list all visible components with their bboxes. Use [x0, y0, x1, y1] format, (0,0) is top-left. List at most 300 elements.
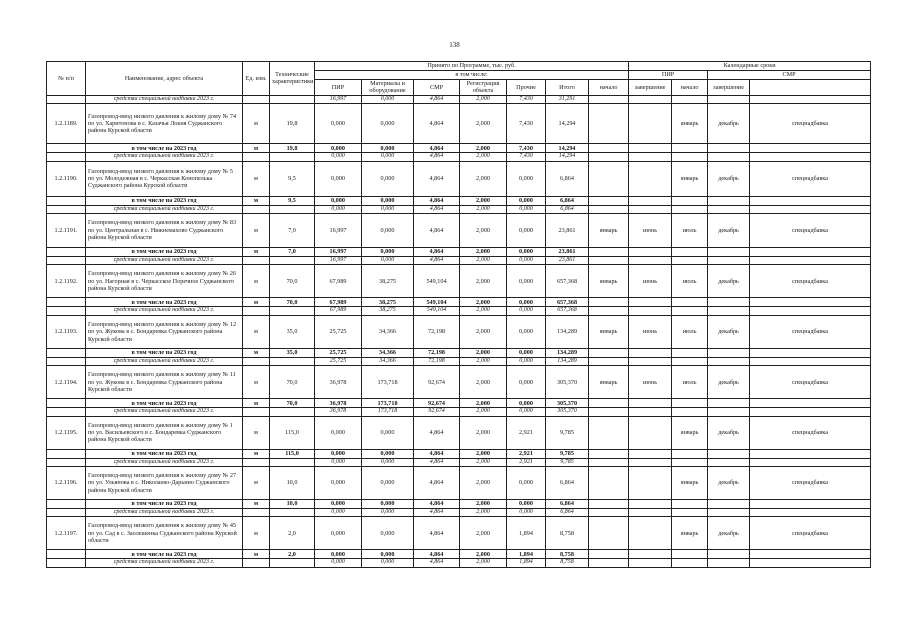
header-pir: ПИР	[315, 80, 362, 96]
object-calendar: декабрь	[708, 104, 750, 144]
header-num: № п/п	[47, 62, 86, 96]
object-row	[47, 517, 871, 550]
object-calendar: декабрь	[708, 467, 750, 500]
object-value: 72,198	[414, 315, 460, 348]
object-number: 1.2.1191.	[47, 214, 86, 248]
object-value: 0,000	[507, 265, 546, 298]
fund-row	[47, 559, 871, 567]
subtotal-value: 0,000	[507, 196, 546, 205]
object-financing: спецнадбавка	[750, 315, 871, 348]
header-smr: СМР	[414, 80, 460, 96]
fund-value: 7,430	[507, 95, 546, 103]
fund-value: 16,997	[315, 257, 362, 265]
subtotal-value: 67,989	[315, 298, 362, 307]
object-financing: спецнадбавка	[750, 104, 871, 144]
object-tech: 19,8	[270, 104, 315, 144]
subtotal-unit: м	[243, 196, 270, 205]
object-value: 6,864	[546, 161, 589, 196]
object-value: 2,921	[507, 416, 546, 449]
object-calendar: декабрь	[708, 416, 750, 449]
subtotal-row	[47, 449, 871, 458]
subtotal-value: 2,000	[460, 399, 507, 408]
object-calendar: декабрь	[708, 517, 750, 550]
subtotal-value: 25,725	[315, 348, 362, 357]
object-financing: спецнадбавка	[750, 416, 871, 449]
page-number: 138	[449, 41, 460, 49]
fund-value: 92,674	[414, 408, 460, 416]
object-number: 1.2.1192.	[47, 265, 86, 298]
object-name: Газопровод-ввод низкого давления к жилому дому № 12 по ул. Жукова в с. Бондаревка Суджанского района Курской области	[86, 315, 243, 348]
object-unit: м	[243, 161, 270, 196]
fund-value: 2,000	[460, 95, 507, 103]
subtotal-value: 0,000	[507, 348, 546, 357]
subtotal-value: 2,000	[460, 500, 507, 509]
object-calendar	[629, 467, 672, 500]
subtotal-value: 0,000	[362, 550, 414, 559]
subtotal-value: 4,864	[414, 196, 460, 205]
subtotal-row	[47, 144, 871, 153]
fund-value: 0,000	[315, 458, 362, 466]
object-value: 4,864	[414, 214, 460, 248]
subtotal-row	[47, 399, 871, 408]
fund-value: 31,291	[546, 95, 589, 103]
subtotal-value: 0,000	[362, 500, 414, 509]
fund-value: 0,000	[507, 408, 546, 416]
object-calendar: декабрь	[708, 161, 750, 196]
header-unit: Ед. изм.	[243, 62, 270, 96]
object-name: Газопровод-ввод низкого давления к жилому дому № 45 по ул. Сад в с. Заолешенка Суджанского района Курской области	[86, 517, 243, 550]
object-row	[47, 315, 871, 348]
object-calendar	[589, 467, 629, 500]
fund-value: 0,000	[507, 205, 546, 213]
object-calendar: январь	[672, 104, 708, 144]
fund-value: 0,000	[362, 205, 414, 213]
subtotal-value: 0,000	[315, 449, 362, 458]
subtotal-value: 4,864	[414, 550, 460, 559]
subtotal-value: 0,000	[507, 248, 546, 257]
fund-value: 0,000	[362, 458, 414, 466]
object-unit: м	[243, 467, 270, 500]
fund-value: 2,000	[460, 257, 507, 265]
object-value: 2,000	[460, 214, 507, 248]
subtotal-value: 4,864	[414, 449, 460, 458]
fund-value: 4,864	[414, 559, 460, 567]
fund-label: средства специальной надбавки 2023 г.	[86, 95, 243, 103]
object-calendar	[589, 416, 629, 449]
fund-value: 9,785	[546, 458, 589, 466]
object-calendar: июнь	[629, 315, 672, 348]
header-including: в том числе:	[315, 71, 629, 80]
object-calendar: январь	[672, 467, 708, 500]
subtotal-value: 7,430	[507, 144, 546, 153]
header-materials: Материалы и оборудование	[362, 80, 414, 96]
subtotal-label: в том числе на 2023 год	[86, 449, 243, 458]
subtotal-value: 0,000	[315, 196, 362, 205]
object-calendar	[589, 517, 629, 550]
subtotal-value: 0,000	[315, 144, 362, 153]
subtotal-value: 2,000	[460, 550, 507, 559]
fund-value: 4,864	[414, 205, 460, 213]
object-calendar	[589, 161, 629, 196]
fund-value: 4,864	[414, 458, 460, 466]
fund-value: 0,000	[507, 357, 546, 365]
fund-value: 0,000	[362, 257, 414, 265]
fund-value: 2,000	[460, 458, 507, 466]
object-name: Газопровод-ввод низкого давления к жилому дому № 1 по ул. Васильевского в с. Бондаревка Суджанского района Курской области	[86, 416, 243, 449]
subtotal-value: 34,366	[362, 348, 414, 357]
fund-value: 0,000	[315, 153, 362, 161]
fund-value: 67,989	[315, 307, 362, 315]
fund-row	[47, 408, 871, 416]
fund-value: 0,000	[362, 95, 414, 103]
object-calendar	[629, 517, 672, 550]
object-value: 14,294	[546, 104, 589, 144]
object-number: 1.2.1194.	[47, 366, 86, 399]
object-unit: м	[243, 104, 270, 144]
subtotal-unit: м	[243, 144, 270, 153]
object-value: 0,000	[362, 214, 414, 248]
object-tech: 70,0	[270, 366, 315, 399]
fund-value: 2,921	[507, 458, 546, 466]
object-calendar: июнь	[629, 265, 672, 298]
subtotal-value: 0,000	[507, 298, 546, 307]
fund-label: средства специальной надбавки 2023 г.	[86, 458, 243, 466]
fund-value: 4,864	[414, 257, 460, 265]
object-value: 9,785	[546, 416, 589, 449]
subtotal-row	[47, 196, 871, 205]
fund-value: 2,000	[460, 153, 507, 161]
fund-value: 2,000	[460, 509, 507, 517]
subtotal-tech: 10,0	[270, 500, 315, 509]
subtotal-value: 134,289	[546, 348, 589, 357]
object-value: 0,000	[507, 315, 546, 348]
object-value: 134,289	[546, 315, 589, 348]
object-calendar	[629, 104, 672, 144]
object-number: 1.2.1196.	[47, 467, 86, 500]
object-value: 0,000	[315, 416, 362, 449]
fund-row	[47, 307, 871, 315]
object-calendar: январь	[589, 366, 629, 399]
subtotal-value: 4,864	[414, 144, 460, 153]
object-name: Газопровод-ввод низкого давления к жилому дому № 83 по ул. Центральная в с. Нижнемахово Суджанского района Курской области	[86, 214, 243, 248]
fund-row	[47, 509, 871, 517]
header-calendar: Календарные сроки	[629, 62, 871, 71]
fund-row	[47, 458, 871, 466]
fund-value: 305,370	[546, 408, 589, 416]
object-unit: м	[243, 265, 270, 298]
object-value: 0,000	[362, 161, 414, 196]
fund-row	[47, 205, 871, 213]
fund-value: 1,894	[507, 559, 546, 567]
subtotal-value: 38,275	[362, 298, 414, 307]
fund-value: 0,000	[362, 509, 414, 517]
fund-row	[47, 95, 871, 103]
object-calendar: декабрь	[708, 315, 750, 348]
subtotal-unit: м	[243, 550, 270, 559]
object-calendar: июнь	[629, 214, 672, 248]
subtotal-unit: м	[243, 298, 270, 307]
subtotal-value: 2,000	[460, 298, 507, 307]
object-value: 549,104	[414, 265, 460, 298]
object-row	[47, 161, 871, 196]
object-name: Газопровод-ввод низкого давления к жилому дому № 26 по ул. Нагорная в с. Черкасское Поречное Суджанского района Курской области	[86, 265, 243, 298]
object-value: 0,000	[315, 161, 362, 196]
object-name: Газопровод-ввод низкого давления к жилому дому № 5 по ул. Молодежная в с. Черкасская Конопелька Суджанского района Курской области	[86, 161, 243, 196]
object-value: 7,430	[507, 104, 546, 144]
subtotal-value: 1,894	[507, 550, 546, 559]
subtotal-tech: 7,0	[270, 248, 315, 257]
object-value: 0,000	[315, 467, 362, 500]
header-other: Прочие	[507, 80, 546, 96]
subtotal-value: 92,674	[414, 399, 460, 408]
subtotal-value: 0,000	[362, 196, 414, 205]
fund-label: средства специальной надбавки 2023 г.	[86, 205, 243, 213]
subtotal-tech: 19,8	[270, 144, 315, 153]
subtotal-value: 2,000	[460, 449, 507, 458]
subtotal-value: 2,000	[460, 144, 507, 153]
header-name: Наименование, адрес объекта	[86, 62, 243, 96]
header-pir-end: завершение	[629, 80, 672, 96]
object-calendar: июнь	[629, 366, 672, 399]
object-value: 36,978	[315, 366, 362, 399]
subtotal-row	[47, 500, 871, 509]
subtotal-value: 0,000	[362, 449, 414, 458]
subtotal-unit: м	[243, 500, 270, 509]
object-calendar: июль	[672, 366, 708, 399]
fund-label: средства специальной надбавки 2023 г.	[86, 509, 243, 517]
subtotal-value: 16,997	[315, 248, 362, 257]
object-calendar: декабрь	[708, 214, 750, 248]
object-value: 4,864	[414, 517, 460, 550]
subtotal-value: 0,000	[362, 248, 414, 257]
object-value: 25,725	[315, 315, 362, 348]
object-number: 1.2.1193.	[47, 315, 86, 348]
object-value: 4,864	[414, 161, 460, 196]
object-financing: спецнадбавка	[750, 161, 871, 196]
fund-value: 6,864	[546, 205, 589, 213]
subtotal-row	[47, 298, 871, 307]
fund-value: 4,864	[414, 509, 460, 517]
object-unit: м	[243, 315, 270, 348]
fund-value: 0,000	[362, 153, 414, 161]
fund-value: 14,294	[546, 153, 589, 161]
object-value: 0,000	[507, 214, 546, 248]
subtotal-label: в том числе на 2023 год	[86, 298, 243, 307]
object-calendar: январь	[589, 214, 629, 248]
object-value: 657,368	[546, 265, 589, 298]
object-row	[47, 214, 871, 248]
fund-value: 36,978	[315, 408, 362, 416]
subtotal-value: 0,000	[362, 144, 414, 153]
object-value: 2,000	[460, 161, 507, 196]
object-value: 2,000	[460, 366, 507, 399]
object-value: 0,000	[362, 416, 414, 449]
subtotal-unit: м	[243, 348, 270, 357]
fund-value: 173,718	[362, 408, 414, 416]
object-calendar: июль	[672, 315, 708, 348]
object-number: 1.2.1190.	[47, 161, 86, 196]
header-pir-start: начало	[589, 80, 629, 96]
object-value: 2,000	[460, 517, 507, 550]
subtotal-value: 4,864	[414, 248, 460, 257]
subtotal-label: в том числе на 2023 год	[86, 500, 243, 509]
subtotal-value: 9,785	[546, 449, 589, 458]
object-name: Газопровод-ввод низкого давления к жилому дому № 27 по ул. Ульянова в с. Николаево-Дарьино Суджанского района Курской области	[86, 467, 243, 500]
object-value: 305,370	[546, 366, 589, 399]
object-financing: спецнадбавка	[750, 265, 871, 298]
fund-value: 4,864	[414, 95, 460, 103]
fund-row	[47, 257, 871, 265]
fund-value: 657,368	[546, 307, 589, 315]
object-value: 1,894	[507, 517, 546, 550]
subtotal-unit: м	[243, 248, 270, 257]
object-calendar: июль	[672, 265, 708, 298]
fund-value: 7,430	[507, 153, 546, 161]
subtotal-label: в том числе на 2023 год	[86, 399, 243, 408]
object-calendar: декабрь	[708, 265, 750, 298]
subtotal-value: 36,978	[315, 399, 362, 408]
subtotal-value: 72,198	[414, 348, 460, 357]
subtotal-label: в том числе на 2023 год	[86, 348, 243, 357]
subtotal-value: 23,861	[546, 248, 589, 257]
object-financing: спецнадбавка	[750, 214, 871, 248]
subtotal-value: 2,000	[460, 348, 507, 357]
object-tech: 70,0	[270, 265, 315, 298]
object-calendar: декабрь	[708, 366, 750, 399]
object-calendar: январь	[672, 517, 708, 550]
object-value: 2,000	[460, 265, 507, 298]
header-cal-smr: СМР	[708, 71, 871, 80]
fund-label: средства специальной надбавки 2023 г.	[86, 153, 243, 161]
header-registration: Регистрация объекта	[460, 80, 507, 96]
subtotal-row	[47, 248, 871, 257]
subtotal-tech: 35,0	[270, 348, 315, 357]
fund-value: 38,275	[362, 307, 414, 315]
fund-value: 16,997	[315, 95, 362, 103]
subtotal-value: 549,104	[414, 298, 460, 307]
subtotal-value: 2,000	[460, 248, 507, 257]
subtotal-label: в том числе на 2023 год	[86, 144, 243, 153]
object-value: 2,000	[460, 104, 507, 144]
subtotal-value: 6,864	[546, 196, 589, 205]
subtotal-value: 8,758	[546, 550, 589, 559]
fund-value: 0,000	[507, 257, 546, 265]
subtotal-value: 657,368	[546, 298, 589, 307]
object-name: Газопровод-ввод низкого давления к жилому дому № 11 по ул. Жукова в с. Бондаревка Суджанского района Курской области	[86, 366, 243, 399]
fund-value: 4,864	[414, 153, 460, 161]
object-tech: 7,0	[270, 214, 315, 248]
subtotal-tech: 70,0	[270, 399, 315, 408]
fund-value: 2,000	[460, 357, 507, 365]
object-value: 2,000	[460, 467, 507, 500]
object-value: 4,864	[414, 104, 460, 144]
fund-label: средства специальной надбавки 2023 г.	[86, 357, 243, 365]
subtotal-label: в том числе на 2023 год	[86, 196, 243, 205]
fund-value: 25,725	[315, 357, 362, 365]
fund-value: 134,289	[546, 357, 589, 365]
subtotal-value: 4,864	[414, 500, 460, 509]
fund-value: 34,366	[362, 357, 414, 365]
fund-label: средства специальной надбавки 2023 г.	[86, 257, 243, 265]
subtotal-unit: м	[243, 399, 270, 408]
header-smr-end: завершение	[708, 80, 750, 96]
object-calendar	[589, 104, 629, 144]
subtotal-value: 0,000	[315, 500, 362, 509]
fund-value: 2,000	[460, 408, 507, 416]
object-number: 1.2.1197.	[47, 517, 86, 550]
object-value: 4,864	[414, 467, 460, 500]
fund-value: 2,000	[460, 559, 507, 567]
subtotal-tech: 115,0	[270, 449, 315, 458]
object-value: 0,000	[315, 517, 362, 550]
header-total: Итого	[546, 80, 589, 96]
fund-value: 23,861	[546, 257, 589, 265]
object-unit: м	[243, 214, 270, 248]
subtotal-value: 0,000	[507, 500, 546, 509]
object-calendar: январь	[589, 315, 629, 348]
header-cal-pir: ПИР	[629, 71, 708, 80]
object-value: 38,275	[362, 265, 414, 298]
object-value: 92,674	[414, 366, 460, 399]
object-value: 0,000	[315, 104, 362, 144]
object-number: 1.2.1195.	[47, 416, 86, 449]
fund-value: 0,000	[315, 509, 362, 517]
object-value: 6,864	[546, 467, 589, 500]
object-value: 0,000	[507, 366, 546, 399]
object-value: 0,000	[362, 517, 414, 550]
object-row	[47, 416, 871, 449]
fund-value: 0,000	[362, 559, 414, 567]
fund-value: 0,000	[315, 205, 362, 213]
object-value: 0,000	[507, 161, 546, 196]
fund-value: 0,000	[315, 559, 362, 567]
object-value: 173,718	[362, 366, 414, 399]
object-row	[47, 265, 871, 298]
object-financing: спецнадбавка	[750, 517, 871, 550]
fund-value: 2,000	[460, 307, 507, 315]
subtotal-value: 0,000	[315, 550, 362, 559]
object-financing: спецнадбавка	[750, 467, 871, 500]
object-calendar	[629, 416, 672, 449]
object-tech: 2,0	[270, 517, 315, 550]
fund-value: 0,000	[507, 509, 546, 517]
subtotal-value: 173,718	[362, 399, 414, 408]
object-value: 4,864	[414, 416, 460, 449]
object-tech: 9,5	[270, 161, 315, 196]
fund-value: 6,864	[546, 509, 589, 517]
object-value: 16,997	[315, 214, 362, 248]
fund-label: средства специальной надбавки 2023 г.	[86, 559, 243, 567]
object-tech: 115,0	[270, 416, 315, 449]
fund-value: 8,758	[546, 559, 589, 567]
header-tech: Технические характеристики	[270, 62, 315, 96]
object-unit: м	[243, 517, 270, 550]
object-tech: 10,0	[270, 467, 315, 500]
object-calendar: январь	[589, 265, 629, 298]
header-plan: Принято по Программе, тыс. руб.	[315, 62, 629, 71]
fund-value: 0,000	[507, 307, 546, 315]
header-smr-start: начало	[672, 80, 708, 96]
object-name: Газопровод-ввод низкого давления к жилому дому № 74 по ул. Харитонова в с. Казачья Локня Суджанского района Курской области	[86, 104, 243, 144]
subtotal-tech: 70,0	[270, 298, 315, 307]
object-row	[47, 467, 871, 500]
object-value: 2,000	[460, 315, 507, 348]
subtotal-unit: м	[243, 449, 270, 458]
object-unit: м	[243, 416, 270, 449]
object-calendar: июль	[672, 214, 708, 248]
object-value: 0,000	[362, 104, 414, 144]
subtotal-value: 305,370	[546, 399, 589, 408]
